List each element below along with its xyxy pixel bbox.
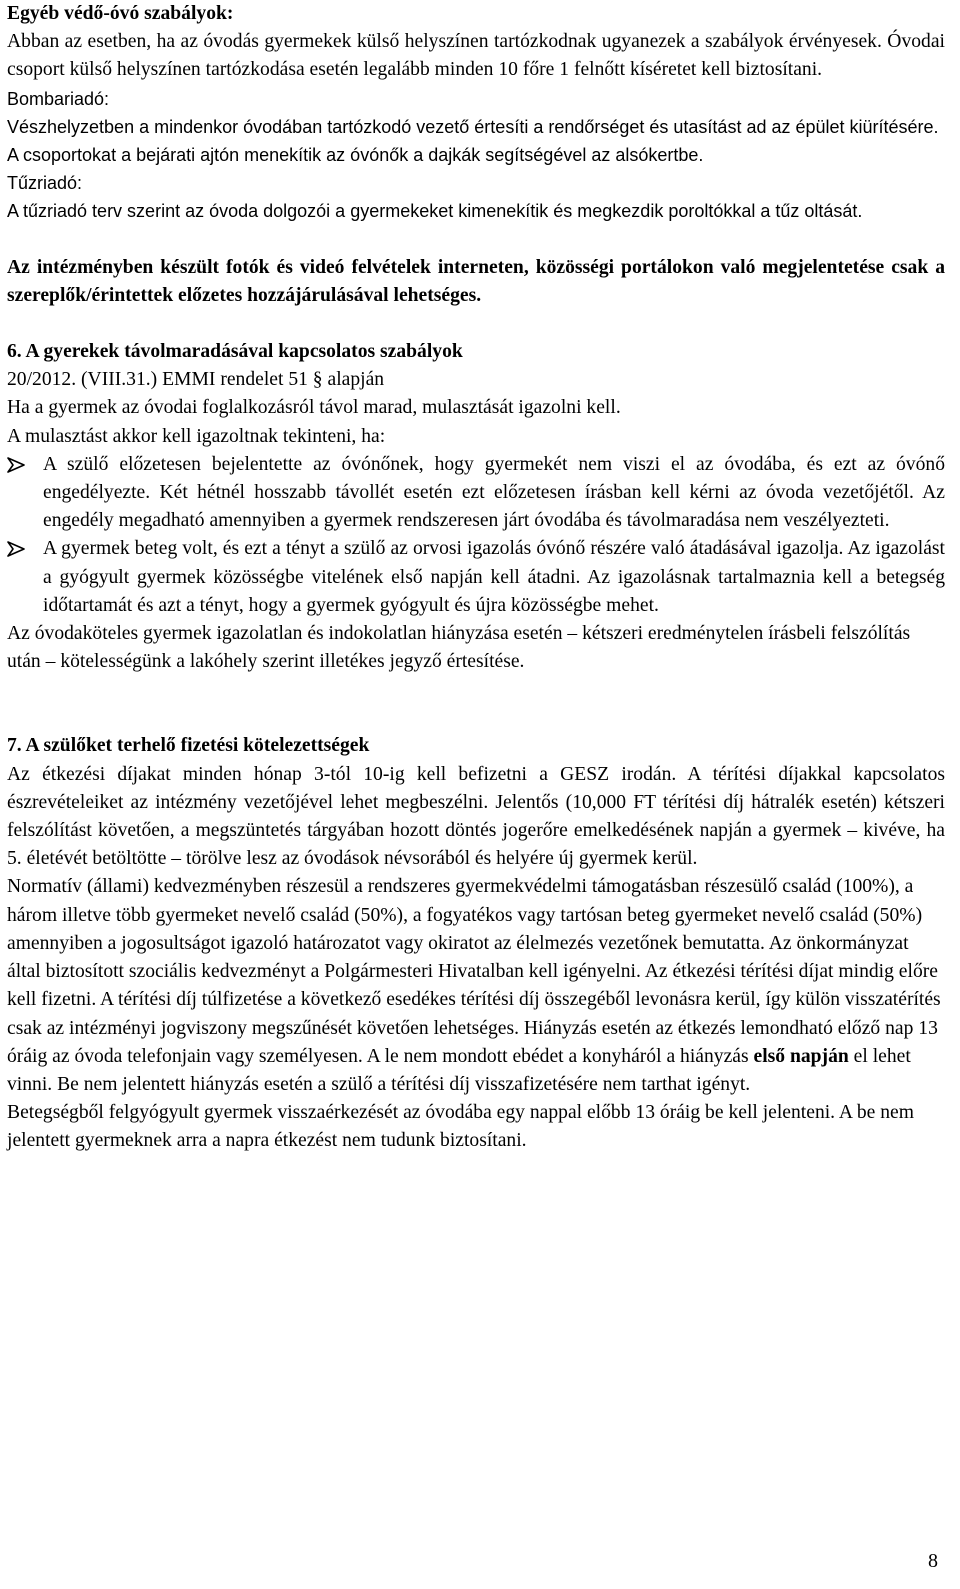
arrowhead-bullet-icon bbox=[7, 541, 25, 557]
bullet-text: A szülő előzetesen bejelentette az óvónőnek, hogy gyermekét nem viszi el az óvodába, és ezt az óvónő engedélyezte. Két hétnél hosszabb távollét esetén ezt előzetesen írásban kell kérni az óvoda vezetőjétől. Az engedély megadható amennyiben a gyermek rendszeresen járt óvodába és távolmaradása nem veszélyezteti. bbox=[43, 453, 945, 532]
bomb-alarm-title: Bombariadó: bbox=[7, 88, 110, 109]
section-6 bbox=[7, 338, 945, 676]
para-2-text-after: el lehet vinni. Be nem jelentett hiányzás esetén a szülő a térítési díj visszafizetésére nem tarthat igényt. bbox=[7, 1045, 911, 1095]
section-6-closing: Az óvodaköteles gyermek igazolatlan és indokolatlan hiányzása esetén – kétszeri eredménytelen írásbeli felszólítás után – kötelességünk a lakóhely szerint illetékes jegyző értesítése. bbox=[7, 623, 911, 673]
bomb-alarm-text-2: A csoportokat a bejárati ajtón menekítik az óvónők a dajkák segítségével az alsókertbe. bbox=[7, 145, 704, 166]
section-6-regulation: 20/2012. (VIII.31.) EMMI rendelet 51 § alapján bbox=[7, 369, 385, 391]
section-7-title: 7. A szülőket terhelő fizetési kötelezettségek bbox=[7, 735, 370, 757]
bomb-alarm-text-1: Vészhelyzetben a mindenkor óvodában tartózkodó vezető értesíti a rendőrséget és utasítást ad az épület kiürítésére. bbox=[7, 116, 939, 137]
section-6-line-1: Ha a gyermek az óvodai foglalkozásról távol marad, mulasztását igazolni kell. bbox=[7, 397, 621, 419]
section-6-title: 6. A gyerekek távolmaradásával kapcsolatos szabályok bbox=[7, 341, 463, 363]
other-rules-intro: Abban az esetben, ha az óvodás gyermekek külső helyszínen tartózkodnak ugyanezek a szabályok érvényesek. Óvodai csoport külső helyszínen tartózkodása esetén legalább minden 10 főre 1 felnőtt kíséretet kell biztosítani. bbox=[7, 31, 945, 81]
fire-alarm-title: Tűzriadó: bbox=[7, 173, 83, 194]
section-6-bullet-list bbox=[7, 451, 945, 620]
photo-notice: Az intézményben készült fotók és videó felvételek interneten, közösségi portálokon való megjelentetése csak a szereplők/érintettek előzetes hozzájárulásával lehetséges. bbox=[7, 256, 945, 306]
section-6-line-2: A mulasztást akkor kell igazoltnak tekinteni, ha: bbox=[7, 425, 386, 447]
para-2-bold-text: első napján bbox=[753, 1045, 849, 1067]
para-2-text-before: Normatív (állami) kedvezményben részesül a rendszeres gyermekvédelmi támogatásban részesülő család (100%), a három illetve több gyermeket nevelő család (50%), a fogyatékos vagy tartósan beteg gyermeket nevelő család (50%) amennyiben a jogosultságot igazoló határozatot vagy okiratot az élelmezés vezetőnek bemutatta. Az önkormányzat által biztosított szociális kedvezményt a Polgármesteri Hivatalban kell igényelni. Az étkezési térítési díjat mindig előre kell fizetni. A térítési díj túlfizetése a következő esedékes térítési díj összegéből levonásra kerül, így külön visszatérítés csak az intézményi jogviszony megszűnését követően lehetséges. Hiányzás esetén az étkezés lemondható előző nap 13 óráig az óvoda telefonjain vagy személyesen. A le nem mondott ebédet a konyháról a hiányzás bbox=[7, 876, 941, 1067]
list-item bbox=[7, 535, 945, 620]
fire-alarm-text: A tűzriadó terv szerint az óvoda dolgozói a gyermekeket kimenekítik és megkezdik poroltókkal a tűz oltását. bbox=[7, 201, 863, 222]
section-7 bbox=[7, 732, 945, 1155]
section-7-para-3: Betegségből felgyógyult gyermek visszaérkezését az óvodába egy nappal előbb 13 óráig be kell jelenteni. A be nem jelentett gyermeknek arra a napra étkezést nem tudunk biztosítani. bbox=[7, 1102, 914, 1152]
list-item bbox=[7, 451, 945, 536]
page-number: 8 bbox=[928, 1550, 938, 1572]
document-page bbox=[7, 0, 945, 1156]
arrowhead-bullet-icon bbox=[7, 457, 25, 473]
bullet-text: A gyermek beteg volt, és ezt a tényt a szülő az orvosi igazolás óvónő részére való átadásával igazolja. Az igazolást a gyógyult gyermek közösségbe vitelének első napján kell átadni. Az igazolásnak tartalmaznia kell a betegség időtartamát és azt a tényt, hogy a gyermek gyógyult és újra közösségbe mehet. bbox=[43, 538, 945, 616]
section-7-para-2 bbox=[7, 873, 945, 1099]
other-rules-title: Egyéb védő-óvó szabályok: bbox=[7, 3, 234, 24]
section-7-para-1: Az étkezési díjakat minden hónap 3-tól 10-ig kell befizetni a GESZ irodán. A térítési díjakkal kapcsolatos észrevételeiket az intézmény vezetőjével lehet megbeszélni. Jelentős (10,000 FT térítési díj hátralék esetén) kétszeri felszólítást követően, a megszüntetés tárgyában hozott döntés jogerőre emelkedésének napján a gyermek – kivéve, ha 5. életévét betöltötte – törölve lesz az óvodások névsorából és helyére új gyermek kerül. bbox=[7, 763, 945, 870]
other-rules-section bbox=[7, 0, 945, 310]
